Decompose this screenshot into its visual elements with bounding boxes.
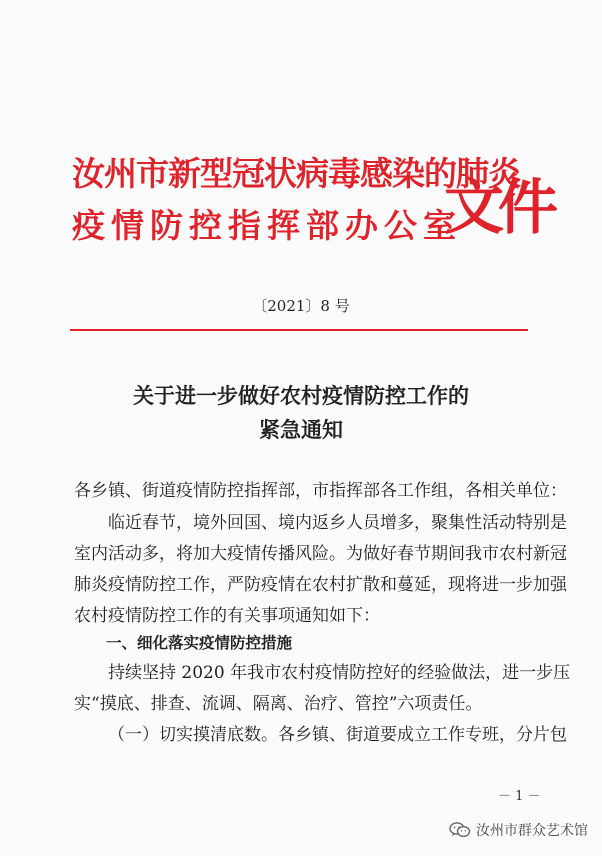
watermark-text: 汝州市群众艺术馆	[476, 823, 588, 839]
wechat-icon	[449, 822, 471, 838]
document-header	[72, 138, 552, 258]
red-divider	[70, 329, 528, 331]
section-1-line-2: 实“摸底、排查、流调、隔离、治疗、管控”六项责任。	[74, 694, 483, 714]
section-1-paragraph	[74, 658, 571, 720]
section-1-heading: 一、细化落实疫情防控措施	[106, 634, 293, 652]
issuer-line-1: 汝州市新型冠状病毒感染的肺炎	[72, 154, 520, 193]
issuer-line-2: 疫情防控指挥部办公室	[72, 206, 462, 245]
document-word: 文件	[444, 173, 552, 243]
document-number: 〔2021〕8 号	[252, 297, 350, 315]
title-line-2: 紧急通知	[259, 417, 343, 442]
addressee-text: 各乡镇、街道疫情防控指挥部，市指挥部各工作组，各相关单位：	[74, 481, 567, 501]
item-1-paragraph	[74, 720, 567, 751]
page-number: － 1 －	[498, 789, 541, 804]
title-line-1: 关于进一步做好农村疫情防控工作的	[133, 383, 469, 408]
watermark	[449, 820, 588, 840]
intro-line-1: 临近春节，境外回国、境内返乡人员增多，聚集性活动特别是	[108, 513, 567, 533]
section-1-line-1: 持续坚持 2020 年我市农村疫情防控好的经验做法，进一步压	[108, 663, 571, 683]
intro-line-2: 室内活动多，将加大疫情传播风险。为做好春节期间我市农村新冠	[74, 544, 567, 564]
intro-line-3: 肺炎疫情防控工作，严防疫情在农村扩散和蔓延，现将进一步加强	[74, 575, 567, 595]
item-1-line: （一）切实摸清底数。各乡镇、街道要成立工作专班，分片包	[108, 725, 567, 745]
intro-paragraph	[74, 508, 567, 632]
addressee	[74, 476, 567, 507]
intro-line-4: 农村疫情防控工作的有关事项通知如下：	[74, 606, 380, 626]
